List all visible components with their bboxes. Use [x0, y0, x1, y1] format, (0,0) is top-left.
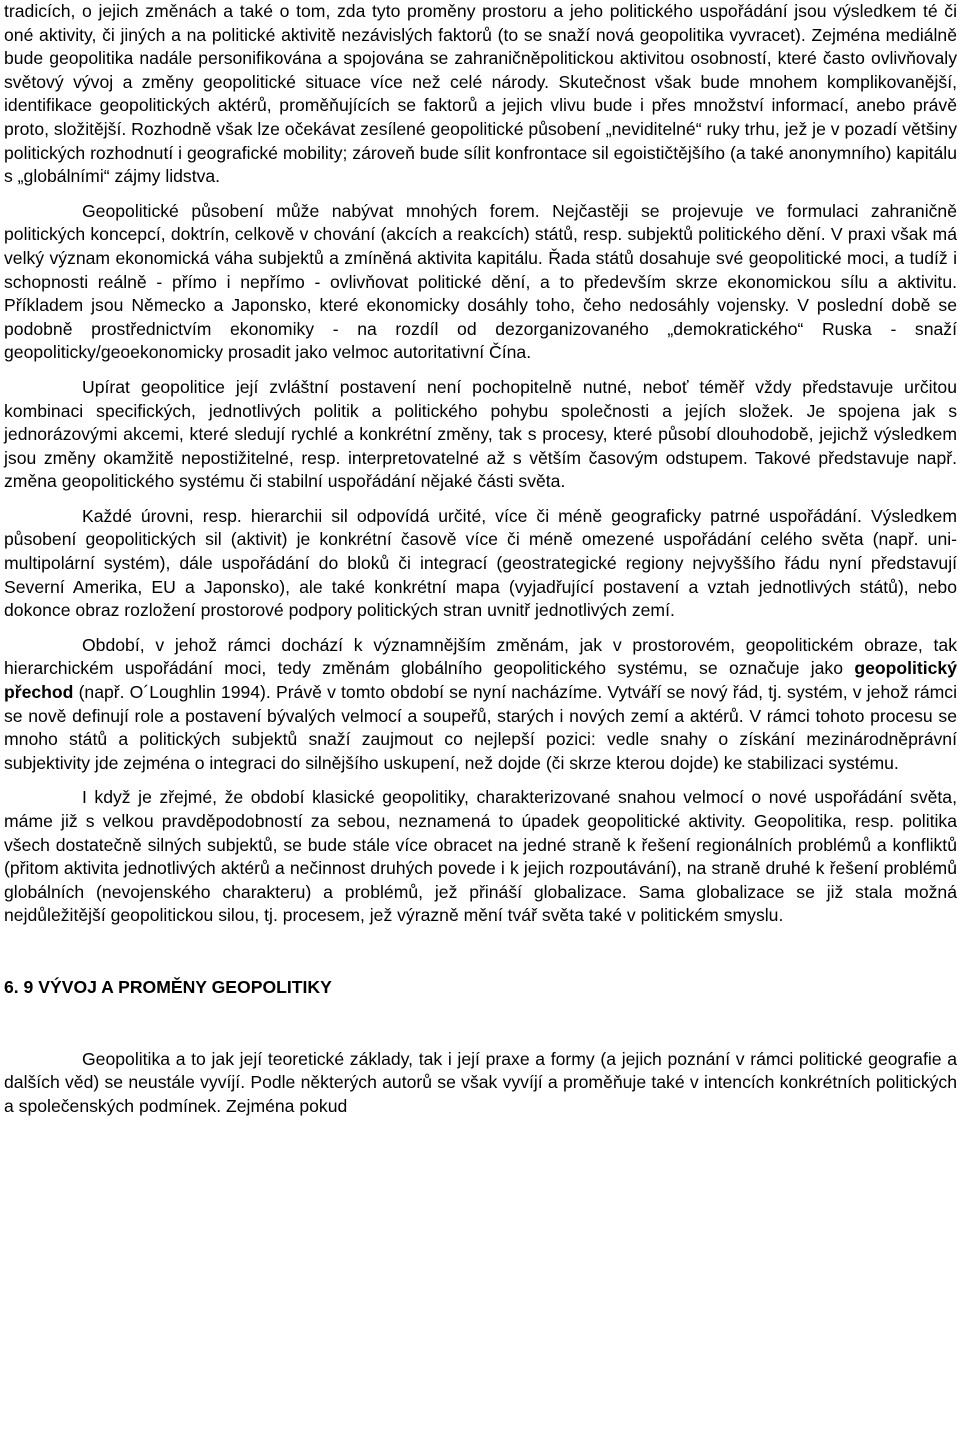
- paragraph: [4, 634, 957, 776]
- section-heading: 6. 9 VÝVOJ A PROMĚNY GEOPOLITIKY: [4, 976, 332, 997]
- paragraph: Každé úrovni, resp. hierarchii sil odpovídá určité, více či méně geograficky patrné uspořádání. Výsledkem působení geopolitických sil (aktivit) je konkrétní časově více či méně omezené uspořádání celého světa (např. uni-multipolární systém), dále uspořádání do bloků či integrací (geostrategické regiony nejvyššího řádu nyní představují Severní Amerika, EU a Japonsko), ale také konkrétní mapa (vyjadřující postavení a vztah jednotlivých států), nebo dokonce obraz rozložení prostorové podpory politických stran uvnitř jednotlivých zemí.: [4, 505, 957, 621]
- document-page: [4, 0, 957, 1118]
- paragraph: I když je zřejmé, že období klasické geopolitiky, charakterizované snahou velmocí o nové uspořádání světa, máme již s velkou pravděpodobností za sebou, neznamená to úpadek geopolitické aktivity. Geopolitika, resp. politika všech dostatečně silných subjektů, se bude stále více obracet na jedné straně k řešení regionálních problémů a konfliktů (přitom aktivita jednotlivých aktérů a nečinnost druhých povede i k jejich rozpoutávání), na straně druhé k řešení problémů globálních (nevojenského charakteru) a problémů, jež přináší globalizace. Sama globalizace se již stala možná nejdůležitější geopolitickou silou, tj. procesem, jež výrazně mění tvář světa také v politickém smyslu.: [4, 787, 957, 926]
- paragraph: Upírat geopolitice její zvláštní postavení není pochopitelně nutné, neboť téměř vždy představuje určitou kombinaci specifických, jednotlivých politik a politického pohybu společnosti a jejích složek. Je spojena jak s jednorázovými akcemi, které sledují rychlé a konkrétní změny, tak s procesy, které působí dlouhodobě, jejichž výsledkem jsou změny okamžitě nepostižitelné, resp. interpretovatelné až s větším časovým odstupem. Takové představuje např. změna geopolitického systému či stabilní uspořádání nějaké části světa.: [4, 376, 957, 492]
- paragraph: Geopolitika a to jak její teoretické základy, tak i její praxe a formy (a jejich poznání v rámci politické geografie a dalších věd) se neustále vyvíjí. Podle některých autorů se však vyvíjí a proměňuje také v intencích konkrétních politických a společenských podmínek. Zejména pokud: [4, 1048, 957, 1116]
- bold-term: geopolitický přechod: [4, 658, 957, 703]
- paragraph: tradicích, o jejich změnách a také o tom, zda tyto proměny prostoru a jeho politického uspořádání jsou výsledkem té či oné aktivity, či jiných a na politické aktivitě nezávislých faktorů (to se snaží nová geopolitika vyvracet). Zejména mediálně bude geopolitika nadále personifikována a spojována se zahraničněpolitickou aktivitou osobností, které často ovlivňovaly světový vývoj a změny geopolitické situace více než celé národy. Skutečnost však bude mnohem komplikovanější, identifikace geopolitických aktérů, proměňujících se faktorů a jejich vlivu bude i přes množství informací, anebo právě proto, složitější. Rozhodně však lze očekávat zesílené geopolitické působení „neviditelné“ ruky trhu, jež je v pozadí většiny politických rozhodnutí i geografické mobility; zároveň bude sílit konfrontace sil egoističtějšího (a také anonymního) kapitálu s „globálními“ zájmy lidstva.: [4, 1, 957, 187]
- paragraph-text: (např. O´Loughlin 1994). Právě v tomto období se nyní nacházíme. Vytváří se nový řád, tj. systém, v jehož rámci se nově definují role a postavení bývalých velmocí a soupeřů, starých i nových zemí a aktérů. V rámci tohoto procesu se mnoho států a politických subjektů snaží zaujmout co nejlepší pozici: vedle snahy o získání mezinárodněprávní subjektivity jde zejména o integraci do silnějšího uskupení, než dojde (či skrze kterou dojde) ke stabilizaci systému.: [4, 682, 957, 773]
- paragraph: Geopolitické působení může nabývat mnohých forem. Nejčastěji se projevuje ve formulaci zahraničně politických koncepcí, doktrín, celkově v chování (akcích a reakcích) států, resp. subjektů politického dění. V praxi však má velký význam ekonomická váha subjektů a zmíněná aktivita kapitálu. Řada států dosahuje své geopolitické moci, a tudíž i schopnosti reálně - přímo i nepřímo - ovlivňovat politické dění, a to především skrze ekonomickou sílu a aktivitu. Příkladem jsou Německo a Japonsko, které ekonomicky dosáhly toho, čeho nedosáhly vojensky. V poslední době se podobně prostřednictvím ekonomiky - na rozdíl od dezorganizovaného „demokratického“ Ruska - snaží geopoliticky/geoekonomicky prosadit jako velmoc autoritativní Čína.: [4, 200, 957, 363]
- paragraph-text: Období, v jehož rámci dochází k významnějším změnám, jak v prostorovém, geopolitickém obraze, tak hierarchickém uspořádání moci, tedy změnám globálního geopolitického systému, se označuje jako: [4, 634, 957, 679]
